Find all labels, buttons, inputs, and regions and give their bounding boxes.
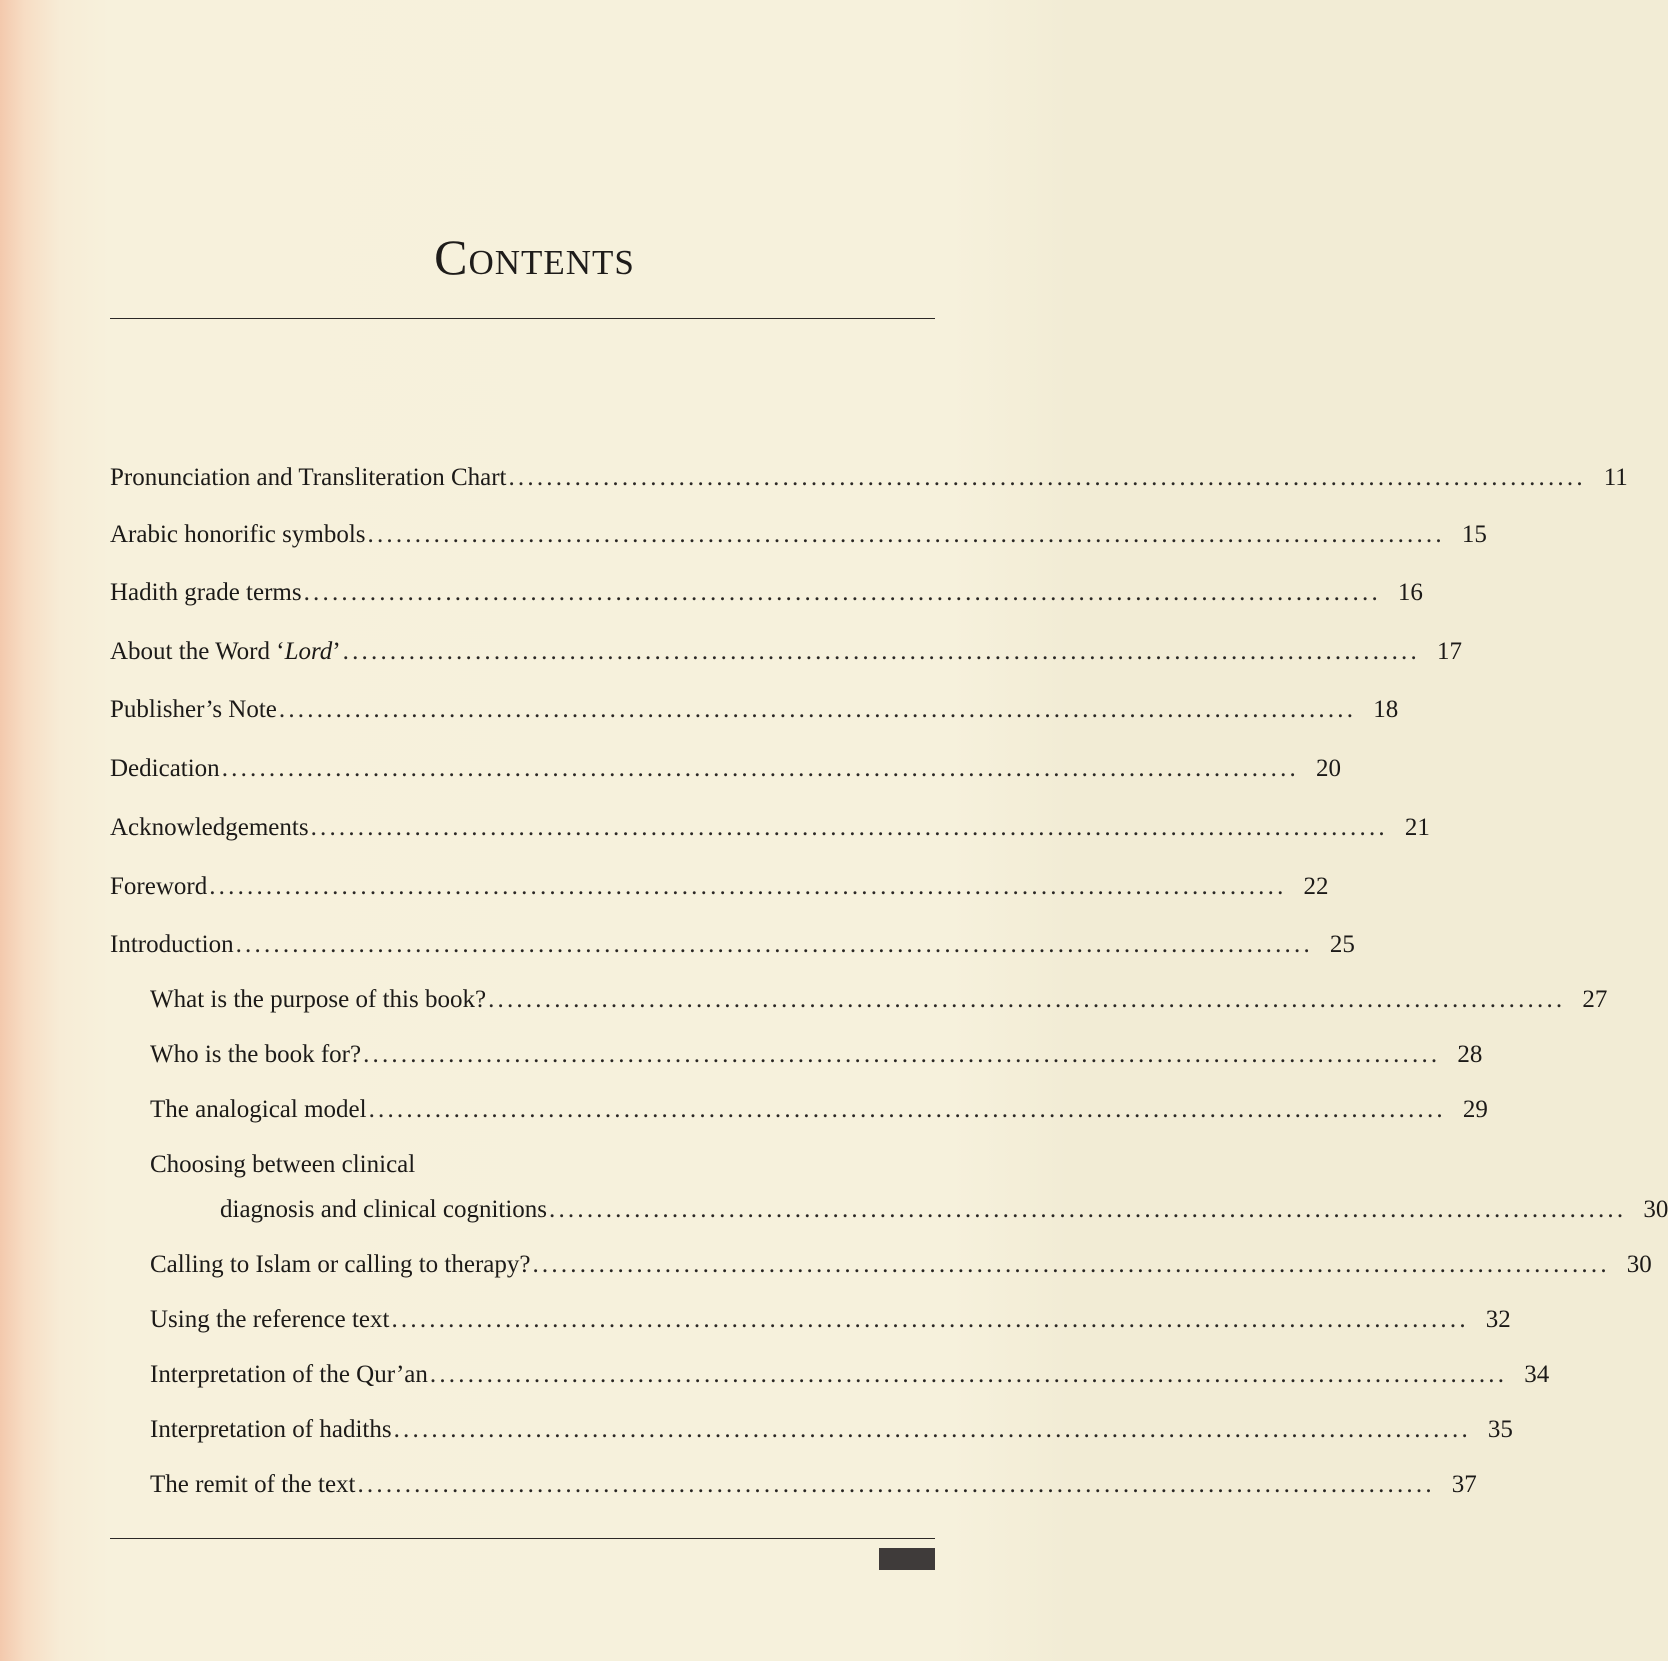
toc-entry-label: The analogical model <box>150 1096 367 1123</box>
toc-entry-label: Dedication <box>110 755 220 782</box>
toc-entry-page: 17 <box>1436 638 1462 665</box>
toc-entry-page: 30 <box>1643 1196 1668 1223</box>
toc-subentry <box>150 1035 1483 1075</box>
dot-leader: .................................................................................................................. <box>357 1471 1435 1498</box>
page-corner-tab <box>879 1548 935 1570</box>
toc-entry-page: 35 <box>1487 1416 1513 1443</box>
toc-entry-label: Calling to Islam or calling to therapy? <box>150 1251 531 1278</box>
toc-entry-label: Foreword <box>110 873 208 900</box>
dot-leader: .................................................................................................................. <box>367 521 1445 548</box>
toc-entry <box>110 925 1355 965</box>
dot-leader: .................................................................................................................. <box>209 873 1287 900</box>
bottom-rule <box>110 1538 935 1539</box>
toc-entry <box>110 808 1430 848</box>
toc-subentry <box>150 1245 1652 1285</box>
dot-leader: .................................................................................................................. <box>221 755 1299 782</box>
toc-entry-label: Introduction <box>110 931 234 958</box>
toc-entry-label: Who is the book for? <box>150 1041 362 1068</box>
toc-entry-page: 37 <box>1451 1471 1477 1498</box>
toc-entry <box>110 749 1341 789</box>
toc-entry-page: 16 <box>1397 579 1423 606</box>
toc-entry-page: 30 <box>1626 1251 1652 1278</box>
dot-leader: .................................................................................................................. <box>488 986 1566 1013</box>
dot-leader: .................................................................................................................. <box>278 696 1357 723</box>
dot-leader: .................................................................................................................. <box>342 638 1420 665</box>
dot-leader: .................................................................................................................. <box>368 1096 1446 1123</box>
dot-leader: .................................................................................................................. <box>549 1196 1627 1223</box>
toc-subentry <box>150 1410 1513 1450</box>
toc-entry-page: 22 <box>1303 873 1329 900</box>
toc-entry <box>110 458 1628 498</box>
toc-entry-label: Pronunciation and Transliteration Chart <box>110 464 507 491</box>
toc-entry-label: Arabic honorific symbols <box>110 521 366 548</box>
toc-entry-page: 29 <box>1462 1096 1488 1123</box>
toc-entry <box>110 867 1329 907</box>
dot-leader: .................................................................................................................. <box>508 464 1586 491</box>
toc-entry-label: diagnosis and clinical cognitions <box>220 1196 548 1223</box>
toc-entry-label-line1: Choosing between clinical <box>150 1151 416 1178</box>
toc-subentry <box>150 1465 1477 1505</box>
toc-subentry <box>150 1300 1511 1340</box>
toc-entry-label: Interpretation of the Qur’an <box>150 1361 428 1388</box>
toc-subentry <box>220 1190 1668 1230</box>
toc-entry <box>110 573 1423 613</box>
dot-leader: .................................................................................................................. <box>310 814 1388 841</box>
toc-entry-label: Acknowledgements <box>110 814 309 841</box>
toc-subentry <box>150 1355 1550 1395</box>
toc-entry-page: 32 <box>1485 1306 1511 1333</box>
dot-leader: .................................................................................................................. <box>303 579 1381 606</box>
toc-entry-page: 20 <box>1316 755 1341 782</box>
toc-entry-page: 15 <box>1461 521 1487 548</box>
toc-entry <box>110 632 1462 672</box>
toc-entry <box>110 690 1399 730</box>
toc-subentry <box>150 1090 1488 1130</box>
dot-leader: .................................................................................................................. <box>429 1361 1508 1388</box>
toc-entry-page: 21 <box>1404 814 1430 841</box>
toc-entry-page: 34 <box>1524 1361 1550 1388</box>
toc-entry-page: 28 <box>1457 1041 1483 1068</box>
toc-entry-label: Using the reference text <box>150 1306 390 1333</box>
toc-subentry <box>150 980 1608 1020</box>
toc-entry-page: 25 <box>1329 931 1355 958</box>
toc-entry-page: 11 <box>1603 464 1628 491</box>
toc-entry-label: The remit of the text <box>150 1471 356 1498</box>
dot-leader: .................................................................................................................. <box>393 1416 1471 1443</box>
toc-entry-label: What is the purpose of this book? <box>150 986 487 1013</box>
toc-entry-page: 27 <box>1582 986 1608 1013</box>
toc-entry <box>110 515 1487 555</box>
top-rule <box>110 318 935 319</box>
toc-entry-label: About the Word ‘Lord’ <box>110 638 341 665</box>
page-title: Contents <box>434 229 635 285</box>
toc-entry-page: 18 <box>1373 696 1399 723</box>
toc-entry-label: Publisher’s Note <box>110 696 277 723</box>
dot-leader: .................................................................................................................. <box>391 1306 1469 1333</box>
dot-leader: .................................................................................................................. <box>363 1041 1441 1068</box>
toc-entry-label: Interpretation of hadiths <box>150 1416 392 1443</box>
dot-leader: .................................................................................................................. <box>235 931 1313 958</box>
toc-entry-label: Hadith grade terms <box>110 579 302 606</box>
dot-leader: .................................................................................................................. <box>532 1251 1610 1278</box>
